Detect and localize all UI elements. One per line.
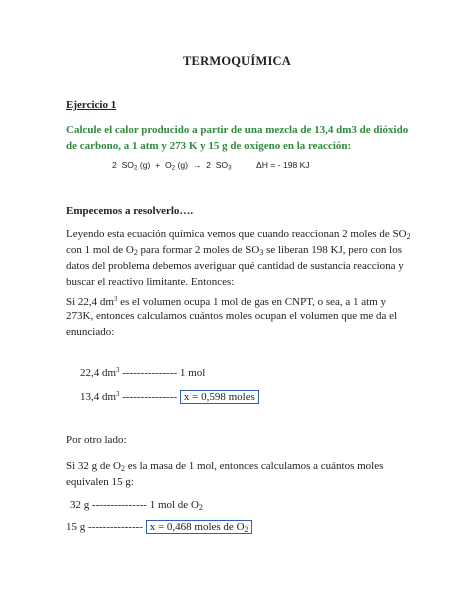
paragraph-3-line-1: Si 32 g de $O_2$ es la masa de 1 mol, entonces calculamos a cuántos moles — [66, 460, 384, 473]
plus-sign: + — [155, 160, 161, 170]
reactant-o2-state: (g) — [177, 160, 188, 170]
paragraph-1-line-4: buscar el reactivo limitante. Entonces: — [66, 276, 235, 288]
mass-rule-line-1: 32 g --------------- 1 mol de $O_2$ — [70, 499, 203, 512]
volume-rule-line-2: 13,4 $dm^3$ --------------- x = 0,598 moles — [80, 387, 259, 405]
document-title: TERMOQUÍMICA — [183, 54, 291, 68]
reactant-o2: $O_2$ — [164, 160, 176, 172]
resolve-heading: Empecemos a resolverlo…. — [66, 205, 194, 217]
mass-rule-line-2: 15 g --------------- x = 0,468 moles de $O_2$ — [66, 519, 252, 538]
reaction-coef-1: 2 — [112, 160, 117, 170]
paragraph-2-line-2: 273K, entonces calculamos cuántos moles ocupan el volumen que me da el — [66, 310, 398, 322]
paragraph-3-line-2: equivalen 15 g: — [66, 476, 134, 488]
paragraph-1-line-3: datos del problema debemos averiguar qué cantidad de sustancia reacciona y — [66, 260, 404, 272]
paragraph-1-line-2: con 1 mol de $O_2$ para formar 2 moles de $SO_3$ se liberan 198 KJ, pero con los — [66, 244, 403, 257]
paragraph-2-line-1: Si 22,4 $dm^3$ es el volumen ocupa 1 mol de gas en CNPT, o sea, a 1 atm y — [66, 295, 387, 308]
reactant-so2-state: (g) — [139, 160, 151, 170]
enthalpy-change: ΔH = - 198 KJ — [255, 160, 310, 170]
volume-rule-line-1: 22,4 $dm^3$ --------------- 1 mol — [80, 366, 206, 379]
other-side-label: Por otro lado: — [66, 434, 127, 446]
reaction-coef-2: 2 — [206, 160, 211, 170]
reactant-so2: $SO_2$ — [121, 160, 138, 172]
volume-result-box: x = 0,598 moles — [180, 390, 259, 404]
product-so3: $SO_3$ — [215, 160, 232, 172]
chemical-reaction — [112, 160, 310, 172]
paragraph-2-line-3: enunciado: — [66, 326, 115, 338]
reaction-arrow: → — [192, 160, 202, 170]
exercise-label: Ejercicio 1 — [66, 99, 117, 111]
mass-result-box: x = 0,468 moles de $O_2$ — [146, 520, 253, 534]
statement-line-2: de carbono, a 1 atm y 273 K y 15 g de oxígeno en la reacción: — [66, 140, 352, 152]
paragraph-1-line-1: Leyendo esta ecuación química vemos que cuando reaccionan 2 moles de $SO_2$ — [66, 228, 411, 241]
statement-line-1: Calcule el calor producido a partir de una mezcla de 13,4 dm3 de dióxido — [66, 124, 409, 136]
